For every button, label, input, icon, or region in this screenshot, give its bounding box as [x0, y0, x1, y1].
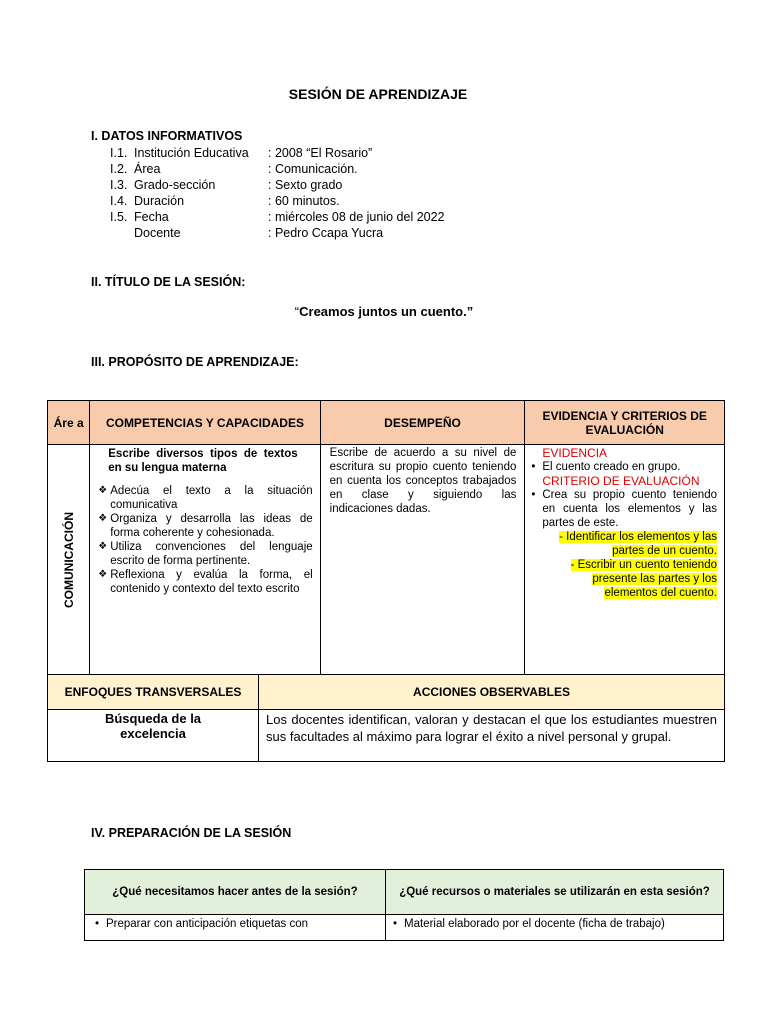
- area-name: COMUNICACIÓN: [61, 512, 76, 608]
- section-titulo: II. TÍTULO DE LA SESIÓN:: [91, 275, 246, 289]
- criterio-sub-1: - Identificar los elementos y las partes de un cuento.: [559, 531, 717, 557]
- header-enfoques: ENFOQUES TRANSVERSALES: [48, 675, 259, 710]
- header-desempeno: DESEMPEÑO: [320, 401, 525, 445]
- desempeno-cell: [320, 445, 525, 676]
- enfoques-table: [47, 674, 725, 762]
- list-item: • Material elaborado por el docente (ficha de trabajo): [393, 917, 717, 931]
- list-item: ❖ Utiliza convenciones del lenguaje escrito de forma pertinente.: [98, 541, 313, 567]
- desempeno-text: Escribe de acuerdo a su nivel de escritura su propio cuento teniendo en cuenta los conceptos trabajados en clase y siguiendo las indicaciones dadas.: [329, 447, 517, 515]
- enfoque-cell: Búsqueda de la excelencia: [48, 710, 259, 762]
- list-item: ❖ Reflexiona y evalúa la forma, el contenido y contexto del texto escrito: [98, 569, 313, 595]
- section-datos-informativos: I. DATOS INFORMATIVOS: [91, 129, 243, 143]
- capacidades-list: [98, 484, 312, 596]
- header-area: Áre a: [48, 401, 90, 445]
- recursos-cell: [386, 915, 724, 941]
- evidencia-item: • El cuento creado en grupo.: [531, 460, 717, 474]
- competencia-title: Escribe diversos tipos de textos en su lengua materna: [108, 448, 298, 474]
- area-cell: [48, 445, 90, 676]
- list-item: ❖ Adecúa el texto a la situación comunicativa: [98, 485, 313, 511]
- list-item: ❖ Organiza y desarrolla las ideas de forma coherente y cohesionada.: [98, 513, 313, 539]
- criterio-label: CRITERIO DE EVALUACIÓN: [542, 474, 700, 488]
- prep-table: [84, 869, 724, 941]
- competencias-cell: [90, 445, 320, 676]
- section-proposito: III. PROPÓSITO DE APRENDIZAJE:: [91, 355, 299, 369]
- page-title: SESIÓN DE APRENDIZAJE: [288, 86, 468, 102]
- accion-cell: Los docentes identifican, valoran y destacan el que los estudiantes muestren sus facultades al máximo para lograr el éxito a nivel personal y grupal.: [259, 710, 725, 762]
- evidencia-cell: [525, 445, 725, 676]
- header-competencias: COMPETENCIAS Y CAPACIDADES: [90, 401, 320, 445]
- evidencia-label: EVIDENCIA: [542, 446, 608, 460]
- antes-cell: [85, 915, 386, 941]
- criterio-item: • Crea su propio cuento teniendo en cuenta los elementos y las partes de este.: [531, 488, 717, 530]
- purpose-table: [47, 400, 725, 676]
- session-title: “Creamos juntos un cuento.”: [294, 304, 474, 319]
- header-evidencia: EVIDENCIA Y CRITERIOS DE EVALUACIÓN: [525, 401, 725, 445]
- header-antes: ¿Qué necesitamos hacer antes de la sesión?: [85, 870, 386, 915]
- info-list: I.1. Institución Educativa : 2008 “El Rosario” I.2. Área : Comunicación. I.3. Grado-sección : Sexto grado I.4. Duración : 60 minutos. I.5. Fecha : miércoles 08 de junio del 2022 Docente : Pedro Ccapa Yucra: [110, 146, 445, 240]
- section-preparacion: IV. PREPARACIÓN DE LA SESIÓN: [91, 826, 292, 840]
- criterio-sub-2: - Escribir un cuento teniendo presente las partes y los elementos del cuento.: [570, 559, 717, 599]
- header-recursos: ¿Qué recursos o materiales se utilizarán en esta sesión?: [386, 870, 724, 915]
- header-acciones: ACCIONES OBSERVABLES: [259, 675, 725, 710]
- list-item: • Preparar con anticipación etiquetas con: [95, 917, 379, 931]
